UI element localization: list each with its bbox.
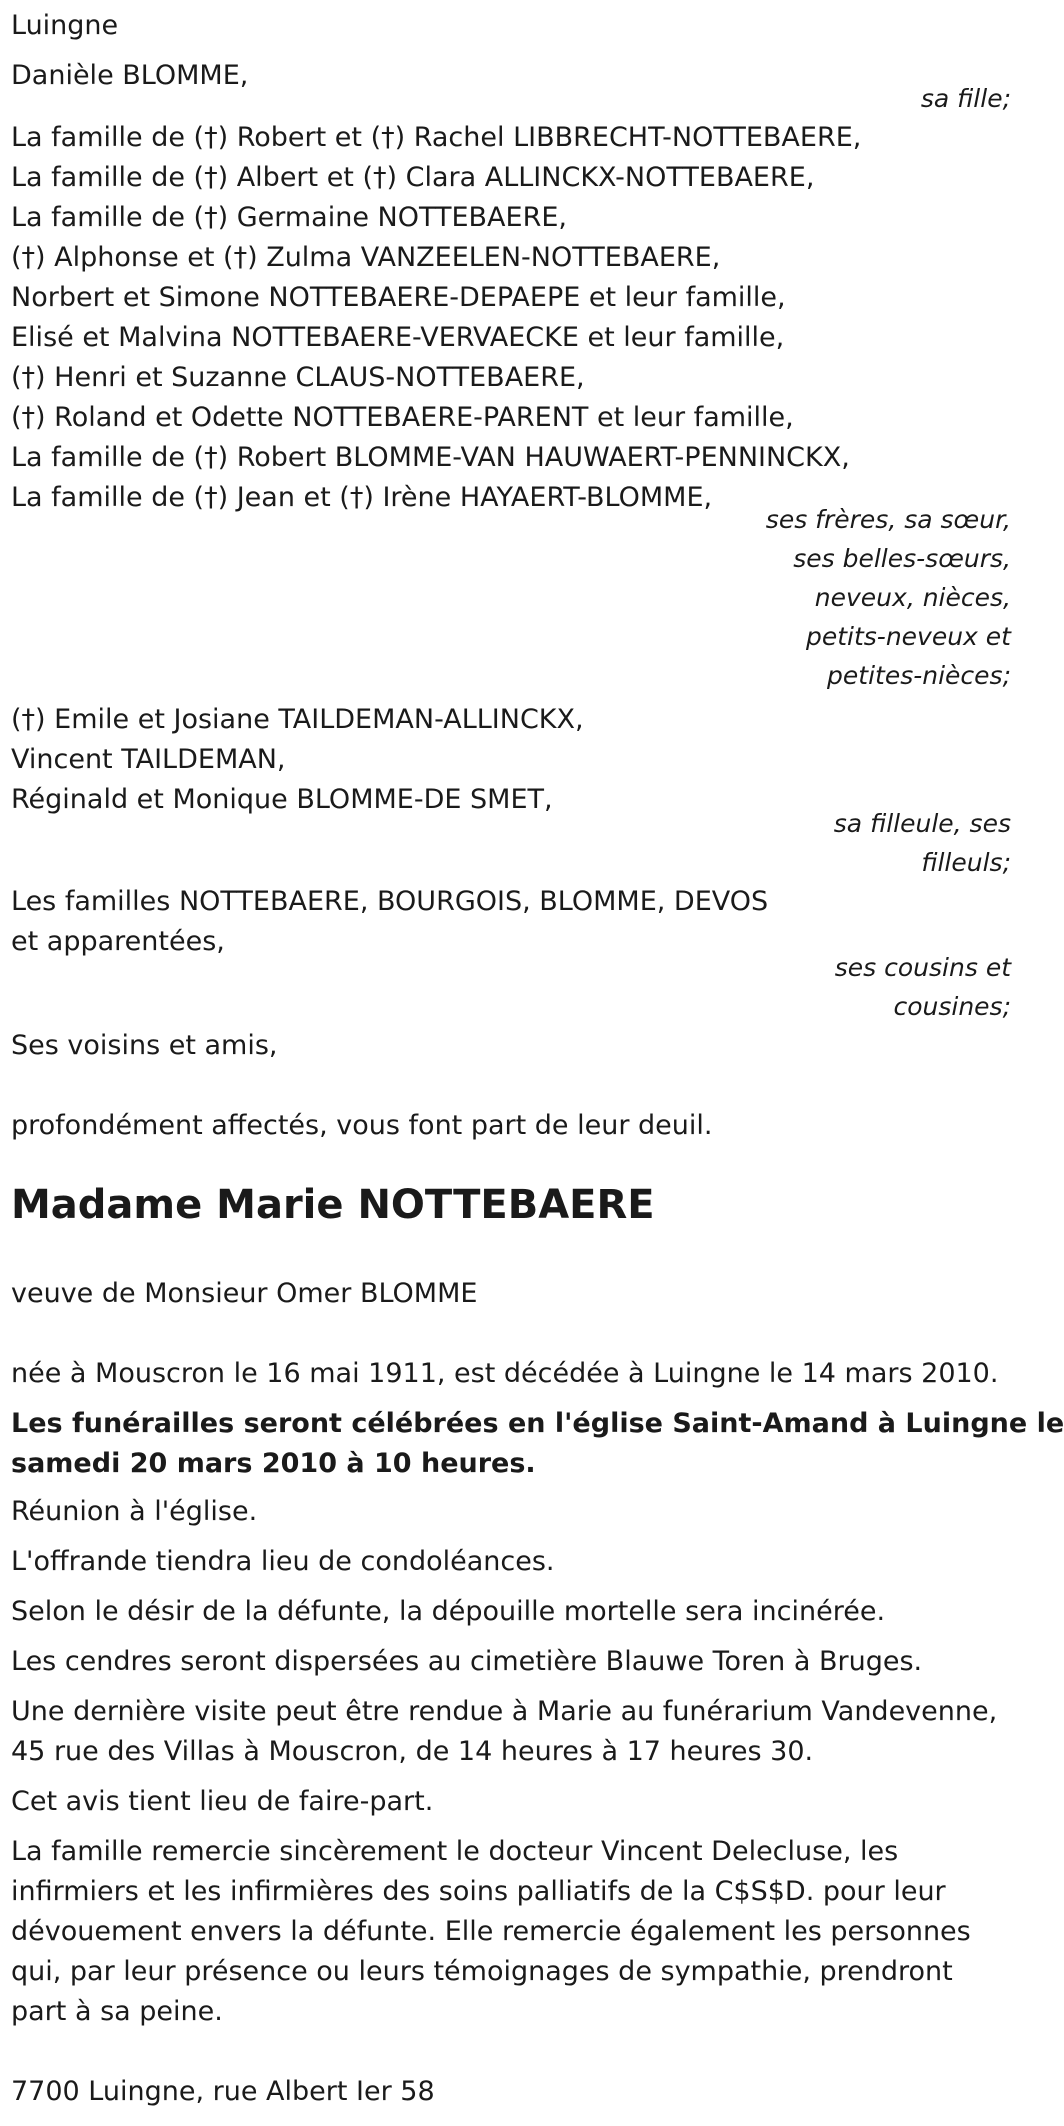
neighbours-line: Ses voisins et amis, (11, 1030, 278, 1061)
siblings-roles (411, 500, 1011, 695)
godchildren-roles (411, 804, 1011, 882)
cremation-line: Selon le désir de la défunte, la dépouille mortelle sera incinérée. (11, 1596, 886, 1627)
sibling-line: La famille de (†) Albert et (†) Clara ALLINCKX-NOTTEBAERE, (11, 162, 815, 193)
godchild-line: Réginald et Monique BLOMME-DE SMET, (11, 784, 553, 815)
daughter-name: Danièle BLOMME, (11, 60, 249, 91)
role-line: petits-neveux et (805, 622, 1011, 651)
cousins-roles (411, 948, 1011, 1026)
godchild-line: Vincent TAILDEMAN, (11, 744, 286, 775)
godchild-line: (†) Emile et Josiane TAILDEMAN-ALLINCKX, (11, 704, 584, 735)
widow-of-line: veuve de Monsieur Omer BLOMME (11, 1278, 478, 1309)
ashes-line: Les cendres seront dispersées au cimetière Blauwe Toren à Bruges. (11, 1646, 923, 1677)
deceased-name: Madame Marie NOTTEBAERE (11, 1182, 655, 1228)
sibling-line: La famille de (†) Robert BLOMME-VAN HAUWAERT-PENNINCKX, (11, 442, 850, 473)
role-line: filleuls; (921, 848, 1011, 877)
sibling-line: (†) Roland et Odette NOTTEBAERE-PARENT et leur famille, (11, 402, 794, 433)
visit-info (11, 1692, 998, 1772)
thanks-paragraph (11, 1832, 991, 2032)
sibling-line: (†) Henri et Suzanne CLAUS-NOTTEBAERE, (11, 362, 585, 393)
funeral-details (11, 1404, 1064, 1484)
role-line: neveux, nièces, (814, 583, 1011, 612)
cousin-line: et apparentées, (11, 926, 225, 957)
born-died-line: née à Mouscron le 16 mai 1911, est décédée à Luingne le 14 mars 2010. (11, 1358, 999, 1389)
sibling-line: La famille de (†) Jean et (†) Irène HAYAERT-BLOMME, (11, 482, 713, 513)
thanks-line: La famille remercie sincèrement le docteur Vincent Delecluse, les (11, 1836, 899, 1867)
godchildren-list (11, 700, 991, 820)
daughter-role: sa fille; (920, 84, 1011, 113)
thanks-line: dévouement envers la défunte. Elle remercie également les personnes (11, 1916, 971, 1947)
thanks-line: qui, par leur présence ou leurs témoignages de sympathie, prendront (11, 1956, 953, 1987)
meeting-line: Réunion à l'église. (11, 1496, 258, 1527)
visit-line: 45 rue des Villas à Mouscron, de 14 heures à 17 heures 30. (11, 1736, 814, 1767)
sibling-line: La famille de (†) Robert et (†) Rachel LIBBRECHT-NOTTEBAERE, (11, 122, 862, 153)
notice-line: Cet avis tient lieu de faire-part. (11, 1786, 434, 1817)
thanks-line: infirmiers et les infirmières des soins palliatifs de la C$S$D. pour leur (11, 1876, 946, 1907)
funeral-line: samedi 20 mars 2010 à 10 heures. (11, 1448, 536, 1479)
role-line: sa filleule, ses (833, 809, 1011, 838)
sibling-line: (†) Alphonse et (†) Zulma VANZEELEN-NOTTEBAERE, (11, 242, 721, 273)
cousin-line: Les familles NOTTEBAERE, BOURGOIS, BLOMME, DEVOS (11, 886, 769, 917)
thanks-line: part à sa peine. (11, 1996, 223, 2027)
visit-line: Une dernière visite peut être rendue à Marie au funérarium Vandevenne, (11, 1696, 998, 1727)
role-line: petites-nièces; (827, 661, 1011, 690)
role-line: ses cousins et (834, 953, 1011, 982)
town-label: Luingne (11, 10, 119, 41)
role-line: cousines; (893, 992, 1011, 1021)
sibling-line: Elisé et Malvina NOTTEBAERE-VERVAECKE et leur famille, (11, 322, 785, 353)
offering-line: L'offrande tiendra lieu de condoléances. (11, 1546, 555, 1577)
role-line: ses belles-sœurs, (793, 544, 1011, 573)
funeral-line: Les funérailles seront célébrées en l'église Saint-Amand à Luingne le (11, 1408, 1064, 1439)
sibling-line: Norbert et Simone NOTTEBAERE-DEPAEPE et leur famille, (11, 282, 786, 313)
sibling-line: La famille de (†) Germaine NOTTEBAERE, (11, 202, 567, 233)
address-line: 7700 Luingne, rue Albert Ier 58 (11, 2076, 435, 2107)
role-line: ses frères, sa sœur, (765, 505, 1011, 534)
siblings-list (11, 118, 991, 518)
announcement-line: profondément affectés, vous font part de leur deuil. (11, 1110, 713, 1141)
